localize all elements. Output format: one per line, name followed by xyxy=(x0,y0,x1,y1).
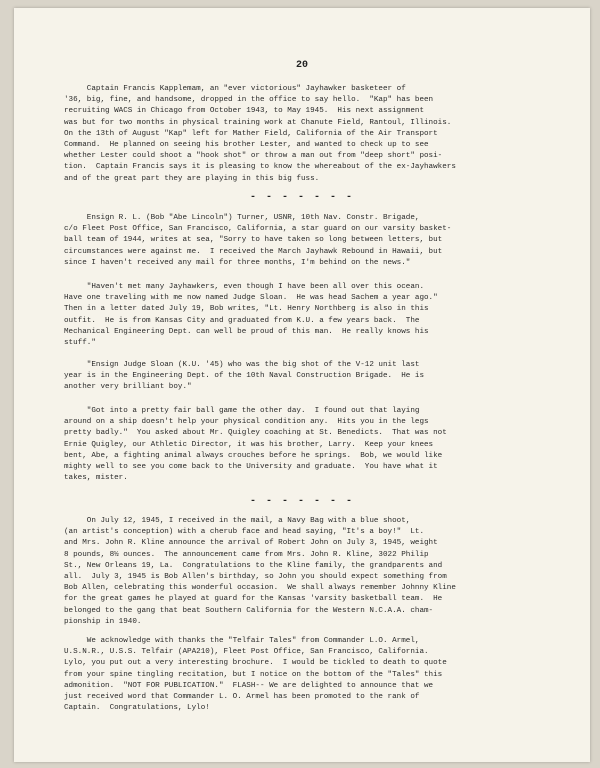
paragraph-ball-game: "Got into a pretty fair ball game the other day. I found out that laying around on a ship doesn't help your physical condition any. Hits you in the legs pretty badly." You asked about Mr. Quigley coaching at St. Benedicts. That was not Ernie Quigley, our Athletic Director, it was his brother, Larry. Keep your knees bent, Abe, a fighting animal always crouches before he springs. Bob, we would like mighty well to see you come back to the University and graduate. You have what it takes, mister. xyxy=(64,407,447,483)
section-separator-1: - - - - - - - xyxy=(249,192,354,203)
paragraph-turner: Ensign R. L. (Bob "Abe Lincoln") Turner, USNR, 10th Nav. Constr. Brigade, c/o Fleet Post Office, San Francisco, California, a star guard on our varsity basket- ball team of 1944, writes at sea, "Sorry to have taken so long between letters, but circumstances were against me. I received the March Jayhawk Rebound in Hawaii, but since I haven't received any mail for three months, I'm behind on the news." xyxy=(64,214,452,267)
paragraph-kline-birth: On July 12, 1945, I received in the mail, a Navy Bag with a blue shoot, (an artist's conception) with a cherub face and head saying, "It's a boy!" Lt. and Mrs. John R. Kline announce the arrival of Robert John on July 3, 1945, weight 8 pounds, 8½ ounces. The announcement came from Mrs. John R. Kline, 3022 Philip St., New Orleans 19, La. Congratulations to the Kline family, the grandparents and all. July 3, 1945 is Bob Allen's birthday, so John you should expect something from Bob Allen, celebrating this wonderful occasion. We shall always remember Johnny Kline for the great games he played at guard for the Kansas 'varsity basketball team. He belonged to the gang that beat Southern California for the Western N.C.A.A. cham- pionship in 1940. xyxy=(64,517,456,626)
paragraph-telfair-tales: We acknowledge with thanks the "Telfair Tales" from Commander L.O. Armel, U.S.N.R., U.S.S. Telfair (APA210), Fleet Post Office, San Francisco, California. Lylo, you put out a very interesting brochure. I would be tickled to death to quote from your spine tingling recitation, but I notice on the bottom of the "Tales" this admonition. "NOT FOR PUBLICATION." FLASH-- We are delighted to announce that we just received word that Commander L. O. Armel has been promoted to the rank of Captain. Congratulations, Lylo! xyxy=(64,637,447,713)
paragraph-judge-sloan: "Ensign Judge Sloan (K.U. '45) who was the big shot of the V-12 unit last year is in the Engineering Dept. of the 10th Naval Construction Brigade. He is another very brilliant boy." xyxy=(64,361,425,392)
page-number: 20 xyxy=(295,60,308,71)
document-page xyxy=(14,8,590,762)
paragraph-kapplemam: Captain Francis Kapplemam, an "ever victorious" Jayhawker basketeer of '36, big, fine, and handsome, dropped in the office to say hello. "Kap" has been recruiting WACS in Chicago from October 1943, to May 1945. His next assignment was but for two months in physical training work at Chanute Field, Rantoul, Illinois. On the 13th of August "Kap" left for Mather Field, California of the Air Transport Command. He planned on seeing his brother Lester, and wanted to check up to see whether Lester could shoot a "hook shot" or throw a man out from "deep short" posi- tion. Captain Francis says it is pleasing to know the whereabout of the ex-Jayhawkers and of the great part they are playing in this big fuss. xyxy=(64,85,456,183)
paragraph-jayhawkers-ocean: "Haven't met many Jayhawkers, even though I have been all over this ocean. Have one traveling with me now named Judge Sloan. He was head Sachem a year ago." Then in a letter dated July 19, Bob writes, "Lt. Henry Northberg is also in this outfit. He is from Kansas City and graduated from K.U. a few years back. The Mechanical Engineering Dept. can well be proud of this man. He really knows his stuff." xyxy=(64,283,438,348)
section-separator-2: - - - - - - - xyxy=(249,496,354,507)
